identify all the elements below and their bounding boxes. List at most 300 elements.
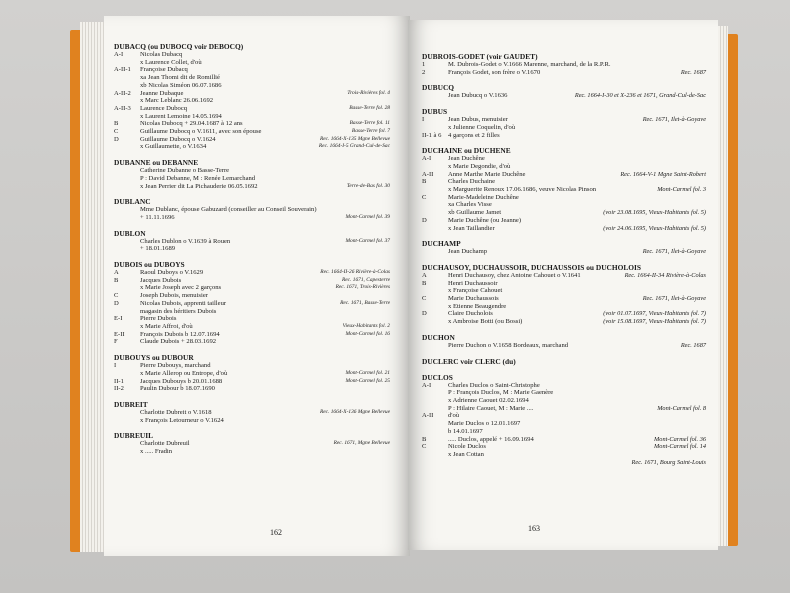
entry-reference: Mont-Carmel fol. 16 bbox=[345, 330, 390, 337]
entry-heading: DUCHAINE ou DUCHENE bbox=[422, 146, 511, 156]
entry-reference bbox=[704, 428, 706, 436]
entry-reference: (voir 15.08.1697, Vieux-Habitants fol. 7) bbox=[603, 318, 706, 326]
entry-code bbox=[422, 389, 448, 397]
entry-text: x ..... Fradin bbox=[140, 448, 173, 456]
entry-row bbox=[114, 409, 390, 417]
entry-reference: Rec. 1664-X-136 Mgne Bellevue bbox=[319, 408, 390, 415]
entry-reference: (voir 01.07.1697, Vieux-Habitants fol. 7) bbox=[603, 310, 706, 318]
entry-reference: Trois-Rivières fol. 4 bbox=[347, 89, 390, 96]
entry-row bbox=[422, 217, 706, 225]
entry-heading: DUCHON bbox=[422, 332, 455, 342]
entry-text: Claude Dubois + 28.03.1692 bbox=[140, 338, 217, 346]
entry-row bbox=[422, 280, 706, 288]
entry-row bbox=[114, 378, 390, 386]
entry-text: Nicolas Dubois, apprenti tailleur bbox=[140, 299, 227, 307]
entry-code bbox=[422, 420, 448, 428]
right-page-content bbox=[422, 52, 706, 473]
entry-reference: Mont-Carmel fol. 25 bbox=[345, 377, 390, 384]
entry-code: I bbox=[114, 362, 117, 370]
entry-heading: DUBREIT bbox=[114, 399, 148, 409]
entry-reference bbox=[704, 124, 706, 132]
entry-text: ..... Duclos, appelé + 16.09.1694 bbox=[448, 435, 534, 443]
entry-code: A-II-2 bbox=[114, 89, 131, 97]
entry-reference bbox=[704, 303, 706, 311]
entry-text: Anne Marthe Marie Duchêne bbox=[448, 170, 526, 178]
entry-row bbox=[422, 272, 706, 280]
entry-reference: Rec. 1687 bbox=[680, 341, 706, 349]
entry-text: xa Jean Thomi dit de Romillié bbox=[140, 74, 220, 82]
entry-heading: DUCLOS bbox=[422, 372, 453, 382]
entry-reference: (voir 24.06.1695, Vieux-Habitants fol. 5) bbox=[603, 224, 706, 232]
entry-reference bbox=[704, 178, 706, 186]
entry-code bbox=[422, 186, 448, 194]
entry-text: x Marc Leblanc 26.06.1692 bbox=[140, 97, 214, 105]
entry-heading: DUCLERC voir CLERC (du) bbox=[422, 356, 516, 366]
entry-reference: Mont-Carmel fol. 39 bbox=[345, 213, 390, 220]
entry-text: x Guillaumette, o V.1634 bbox=[140, 143, 207, 151]
entry-text: Raoul Duboys o V.1629 bbox=[140, 269, 204, 277]
entry-code: A-II-3 bbox=[114, 104, 131, 112]
entry-text: Laurence Dubocq bbox=[140, 104, 188, 112]
entry-row bbox=[114, 338, 390, 346]
entry-code: D bbox=[114, 299, 119, 307]
entry-text: Mme Dublanc, épouse Gabuzard (conseiller au Conseil Souverain) bbox=[140, 206, 317, 214]
entry-reference: Rec. 1664-I-5 Grand-Cul-de-Sac bbox=[318, 143, 390, 150]
entry-code: A-I bbox=[114, 51, 124, 58]
entry-code bbox=[114, 59, 140, 67]
entry-code bbox=[422, 342, 448, 350]
entry-text: Charles Dublon o V.1639 à Rouen bbox=[140, 237, 231, 245]
entry-heading: DUCHAMP bbox=[422, 239, 461, 249]
entry-row bbox=[422, 428, 706, 436]
entry-row bbox=[114, 448, 390, 456]
genealogy-entry bbox=[422, 107, 706, 139]
entry-text: Henri Duchaussoir bbox=[448, 279, 498, 287]
entry-reference: Rec. 1671, Capesterre bbox=[341, 276, 390, 283]
entry-reference: Basse-Terre fol. 11 bbox=[349, 120, 390, 127]
entry-reference bbox=[704, 201, 706, 209]
entry-reference bbox=[704, 61, 706, 69]
entry-heading: DUBOIS ou DUBOYS bbox=[114, 260, 185, 270]
entry-row bbox=[114, 51, 390, 59]
entry-row bbox=[422, 225, 706, 233]
entry-text: x Laurent Lemoine 14.05.1694 bbox=[140, 112, 222, 120]
entry-code bbox=[422, 318, 448, 326]
entry-text: x Jean Perrier dit La Pichauderie 06.05.1692 bbox=[140, 182, 258, 190]
entry-row bbox=[422, 178, 706, 186]
entry-code bbox=[114, 82, 140, 90]
entry-row bbox=[422, 310, 706, 318]
genealogy-entry bbox=[114, 197, 390, 221]
entry-reference bbox=[388, 97, 390, 105]
entry-text: Marie Duchaussois bbox=[448, 295, 499, 303]
entry-text: x Marie Joseph avec 2 garçons bbox=[140, 284, 222, 292]
entry-row bbox=[422, 92, 706, 100]
entry-reference: Rec. 1671, Ilet-à-Goyave bbox=[642, 248, 706, 256]
entry-reference: Rec. 1664-X-135 Mgne Bellevue bbox=[319, 135, 390, 142]
entry-text: P : Hilaire Caouet, M : Marie .... bbox=[448, 404, 534, 412]
entry-text: x François Letourneur o V.1624 bbox=[140, 416, 224, 424]
entry-row bbox=[114, 308, 390, 316]
entry-reference: Mont-Carmel fol. 3 bbox=[657, 186, 706, 194]
entry-row bbox=[114, 417, 390, 425]
entry-code bbox=[422, 287, 448, 295]
entry-text: Nicole Duclos bbox=[448, 443, 486, 451]
entry-reference bbox=[388, 175, 390, 183]
entry-row bbox=[114, 113, 390, 121]
entry-text: Marie-Madeleine Duchêne bbox=[448, 193, 519, 201]
entry-code bbox=[114, 175, 140, 183]
entry-text: magasin des héritiers Dubois bbox=[140, 307, 217, 315]
entry-reference bbox=[704, 217, 706, 225]
genealogy-entry bbox=[114, 353, 390, 393]
entry-row bbox=[114, 128, 390, 136]
entry-code bbox=[114, 97, 140, 105]
entry-row bbox=[114, 143, 390, 151]
entry-code: II-2 bbox=[114, 385, 124, 393]
entry-code: C bbox=[422, 193, 427, 201]
entry-heading: DUBUCQ bbox=[422, 83, 455, 93]
entry-heading: DUBLON bbox=[114, 228, 146, 238]
entry-text: + 18.01.1689 bbox=[140, 245, 176, 253]
entry-reference bbox=[388, 206, 390, 214]
entry-reference bbox=[704, 132, 706, 140]
entry-heading: DUBREUIL bbox=[114, 431, 154, 441]
entry-reference bbox=[388, 385, 390, 393]
entry-code: A-I bbox=[422, 381, 432, 389]
entry-row bbox=[114, 370, 390, 378]
entry-code bbox=[422, 163, 448, 171]
entry-code: B bbox=[422, 435, 427, 443]
entry-text: Pierre Dubouys, marchand bbox=[140, 362, 211, 370]
entry-heading: DUBUS bbox=[422, 107, 448, 117]
entry-code bbox=[114, 143, 140, 151]
page-number: 162 bbox=[270, 528, 282, 537]
page-number: 163 bbox=[528, 524, 540, 533]
entry-reference: Rec. 1671, Trois-Rivières bbox=[335, 284, 390, 291]
entry-text: Jean Duchêne bbox=[448, 155, 485, 163]
entry-text: Nicolas Dubocq + 29.04.1687 à 12 ans bbox=[140, 120, 243, 128]
entry-heading: DUBANNE ou DEBANNE bbox=[114, 158, 199, 168]
entry-reference: Rec. 1671, Bourg Saint-Louis bbox=[631, 458, 706, 466]
entry-reference: Rec. 1664-V-1 Mgne Saint-Robert bbox=[620, 170, 706, 178]
entry-code: C bbox=[422, 295, 427, 303]
entry-row bbox=[114, 183, 390, 191]
entry-reference: Mont-Carmel fol. 37 bbox=[345, 237, 390, 244]
entry-text: Paulin Dubour b 18.07.1690 bbox=[140, 385, 215, 393]
entry-reference bbox=[388, 59, 390, 67]
entry-text: Henri Duchausoy, chez Antoine Cahouet o V.1641 bbox=[448, 271, 581, 279]
entry-code bbox=[114, 409, 140, 417]
entry-row bbox=[114, 175, 390, 183]
entry-code bbox=[114, 440, 140, 448]
entry-row bbox=[422, 342, 706, 350]
entry-row bbox=[114, 66, 390, 74]
entry-row bbox=[422, 155, 706, 163]
entry-code bbox=[114, 284, 140, 292]
entry-text: Jacques Dubois bbox=[140, 276, 182, 284]
entry-code bbox=[422, 405, 448, 413]
entry-row bbox=[422, 124, 706, 132]
entry-code: B bbox=[422, 279, 427, 287]
entry-code bbox=[114, 113, 140, 121]
entry-heading: DUCHAUSOY, DUCHAUSSOIR, DUCHAUSSOIS ou DUCHOLOIS bbox=[422, 262, 642, 272]
entry-code: II-1 à 6 bbox=[422, 131, 442, 139]
entry-row bbox=[114, 214, 390, 222]
entry-reference bbox=[704, 397, 706, 405]
entry-text: 4 garçons et 2 filles bbox=[448, 131, 500, 139]
entry-row bbox=[422, 201, 706, 209]
entry-reference bbox=[704, 420, 706, 428]
entry-row bbox=[114, 269, 390, 277]
entry-text: Jeanne Dubaque bbox=[140, 89, 184, 97]
entry-code: C bbox=[422, 443, 427, 451]
genealogy-entry bbox=[422, 373, 706, 467]
entry-row bbox=[114, 385, 390, 393]
entry-row bbox=[114, 284, 390, 292]
entry-row bbox=[114, 323, 390, 331]
entry-row bbox=[422, 389, 706, 397]
entry-row bbox=[422, 209, 706, 217]
entry-row bbox=[114, 206, 390, 214]
entry-text: x Marguerite Renoux 17.06.1686, veuve Nicolas Pinson bbox=[448, 186, 597, 194]
entry-reference bbox=[388, 417, 390, 425]
entry-code: E-I bbox=[114, 315, 123, 323]
entry-row bbox=[114, 292, 390, 300]
entry-row bbox=[114, 277, 390, 285]
entry-row bbox=[114, 331, 390, 339]
entry-code bbox=[422, 92, 448, 100]
entry-code: A bbox=[422, 271, 427, 279]
entry-heading: DUBOUYS ou DUBOUR bbox=[114, 353, 194, 363]
entry-row bbox=[114, 82, 390, 90]
entry-row bbox=[422, 248, 706, 256]
entry-reference bbox=[388, 308, 390, 316]
entry-text: Joseph Dubois, menuisier bbox=[140, 292, 208, 300]
entry-text: x Jean Cottan bbox=[448, 450, 484, 458]
entry-code: A bbox=[114, 269, 119, 277]
entry-text: Jean Dubus, menuisier bbox=[448, 116, 508, 124]
entry-row bbox=[114, 362, 390, 370]
entry-row bbox=[114, 59, 390, 67]
genealogy-entry bbox=[422, 83, 706, 100]
entry-text: Françoise Dubacq bbox=[140, 66, 188, 74]
entry-reference: Basse-Terre fol. 28 bbox=[349, 104, 390, 111]
entry-text: x Marie Affroi, d'où bbox=[140, 322, 193, 330]
entry-reference bbox=[704, 412, 706, 420]
entry-code bbox=[114, 370, 140, 378]
entry-code: I bbox=[422, 116, 425, 124]
entry-text: d'où bbox=[448, 412, 460, 420]
entry-text: François Dubois b 12.07.1694 bbox=[140, 330, 220, 338]
entry-code bbox=[114, 214, 140, 222]
entry-code: B bbox=[114, 276, 119, 284]
entry-reference bbox=[704, 451, 706, 459]
entry-text: Guillaume Dubocq o V.1624 bbox=[140, 135, 216, 143]
entry-text: Charles Duclos o Saint-Christophe bbox=[448, 381, 540, 389]
entry-reference: Rec. 1664-II-34 Rivière-à-Colas bbox=[624, 271, 706, 279]
entry-code bbox=[114, 308, 140, 316]
entry-reference: Rec. 1671, Mgne Bellevue bbox=[333, 440, 390, 447]
entry-code: II-1 bbox=[114, 377, 124, 385]
entry-reference: Rec. 1671, Ilet-à-Goyave bbox=[642, 295, 706, 303]
entry-reference: (voir 23.08.1695, Vieux-Habitants fol. 5) bbox=[603, 209, 706, 217]
entry-row bbox=[422, 436, 706, 444]
entry-reference bbox=[704, 382, 706, 390]
genealogy-entry bbox=[114, 42, 390, 151]
entry-text: Jacques Dubouys b 20.01.1688 bbox=[140, 377, 223, 385]
entry-row bbox=[422, 163, 706, 171]
entry-row bbox=[422, 287, 706, 295]
entry-text: Guillaume Dubocq o V.1611, avec son épouse bbox=[140, 128, 262, 136]
entry-text: Charlotte Dubreuil bbox=[140, 440, 190, 448]
entry-reference bbox=[388, 167, 390, 175]
entry-row bbox=[422, 132, 706, 140]
entry-reference: Mont-Carmel fol. 36 bbox=[654, 435, 706, 443]
genealogy-entry bbox=[422, 333, 706, 350]
entry-text: x Julienne Coquelin, d'où bbox=[448, 123, 516, 131]
entry-row bbox=[114, 315, 390, 323]
entry-reference bbox=[704, 287, 706, 295]
entry-reference bbox=[388, 245, 390, 253]
entry-text: x Laurence Collet, d'où bbox=[140, 58, 202, 66]
entry-text: Marie Duclos o 12.01.1697 bbox=[448, 420, 521, 428]
entry-code: E-II bbox=[114, 330, 125, 338]
entry-text: xb Guillaume Jamet bbox=[448, 209, 502, 217]
entry-reference bbox=[704, 194, 706, 202]
genealogy-entry bbox=[422, 357, 706, 366]
entry-reference: Rec. 1671, Ilet-à-Goyave bbox=[642, 116, 706, 124]
entry-row bbox=[114, 105, 390, 113]
entry-reference: Mont-Carmel fol. 21 bbox=[345, 369, 390, 376]
entry-reference bbox=[388, 74, 390, 82]
entry-reference: Rec. 1671, Basse-Terre bbox=[340, 299, 390, 306]
entry-text: xa Charles Visse bbox=[448, 201, 492, 209]
entry-text: x Marie Allerop ou Entrope, d'où bbox=[140, 369, 228, 377]
genealogy-entry bbox=[114, 229, 390, 253]
entry-row bbox=[114, 74, 390, 82]
entry-row bbox=[422, 382, 706, 390]
entry-row bbox=[114, 245, 390, 253]
entry-row bbox=[422, 116, 706, 124]
entry-heading: DUBLANC bbox=[114, 197, 151, 207]
entry-code: C bbox=[114, 292, 119, 300]
entry-reference: Rec. 1664-I-30 et X-236 et 1671, Grand-Cul-de-Sac bbox=[574, 92, 706, 100]
entry-heading: DUBACQ (ou DUBOCQ voir DEBOCQ) bbox=[114, 42, 244, 51]
entry-reference: Rec. 1664-II-26 Rivière-à-Colas bbox=[320, 269, 390, 276]
entry-code bbox=[114, 448, 140, 456]
entry-reference: Basse-Terre fol. 7 bbox=[351, 128, 390, 135]
entry-text: x Jean Taillandier bbox=[448, 224, 495, 232]
entry-reference bbox=[388, 338, 390, 346]
right-page bbox=[408, 20, 718, 550]
entry-reference: Mont-Carmel fol. 8 bbox=[657, 404, 706, 412]
entry-text: x Marie Degondie, d'où bbox=[448, 162, 511, 170]
entry-reference: Terre-de-Bas fol. 30 bbox=[346, 182, 390, 189]
entry-code: A-II bbox=[422, 170, 434, 178]
entry-code: C bbox=[114, 128, 119, 136]
entry-reference bbox=[388, 315, 390, 323]
entry-code: 1 bbox=[422, 61, 426, 68]
entry-code bbox=[114, 206, 140, 214]
entry-text: Charles Duchaine bbox=[448, 178, 496, 186]
genealogy-entry bbox=[422, 146, 706, 232]
entry-text: b 14.01.1697 bbox=[448, 427, 483, 435]
entry-text: Catherine Dubanne o Basse-Terre bbox=[140, 167, 230, 175]
entry-text: + 11.11.1696 bbox=[140, 213, 175, 221]
entry-row bbox=[114, 136, 390, 144]
entry-reference bbox=[704, 280, 706, 288]
entry-text: Charlotte Dubreit o V.1618 bbox=[140, 408, 212, 416]
entry-reference: Mont-Carmel fol. 14 bbox=[654, 443, 706, 451]
entry-row bbox=[114, 97, 390, 105]
entry-row bbox=[422, 171, 706, 179]
genealogy-entry bbox=[422, 239, 706, 256]
entry-text: P : David Debanne, M : Renée Lemarchand bbox=[140, 174, 256, 182]
entry-code: A-II bbox=[422, 412, 434, 420]
entry-reference bbox=[388, 51, 390, 59]
entry-code: A-I bbox=[422, 155, 432, 163]
entry-reference bbox=[388, 82, 390, 90]
entry-reference bbox=[704, 163, 706, 171]
entry-row bbox=[422, 69, 706, 77]
entry-text: Nicolas Dubacq bbox=[140, 51, 183, 58]
entry-reference bbox=[704, 155, 706, 163]
entry-row bbox=[114, 300, 390, 308]
entry-reference: Vieux-Habitants fol. 2 bbox=[342, 322, 390, 329]
entry-reference bbox=[388, 66, 390, 74]
genealogy-entry bbox=[114, 400, 390, 424]
entry-code bbox=[422, 397, 448, 405]
genealogy-entry bbox=[422, 263, 706, 326]
entry-code bbox=[114, 245, 140, 253]
entry-code bbox=[422, 428, 448, 436]
entry-row bbox=[422, 318, 706, 326]
entry-heading: DUBROIS-GODET (voir GAUDET) bbox=[422, 52, 538, 61]
entry-code bbox=[422, 201, 448, 209]
entry-code bbox=[114, 167, 140, 175]
entry-code bbox=[422, 248, 448, 256]
entry-row bbox=[422, 405, 706, 413]
genealogy-entry bbox=[114, 431, 390, 455]
entry-text: M. Dubrois-Godet o V.1666 Marenne, marchand, de la R.P.R. bbox=[448, 61, 611, 68]
entry-row bbox=[422, 186, 706, 194]
entry-code bbox=[114, 417, 140, 425]
entry-code bbox=[114, 323, 140, 331]
entry-text: Claire Ducholois bbox=[448, 310, 493, 318]
entry-row bbox=[114, 440, 390, 448]
entry-row bbox=[114, 90, 390, 98]
entry-code: B bbox=[114, 120, 119, 128]
entry-text: Pierre Duchon o V.1658 Bordeaux, marchand bbox=[448, 341, 569, 349]
entry-code bbox=[422, 209, 448, 217]
entry-code bbox=[422, 225, 448, 233]
entry-text: Marie Duchêne (ou Jeanne) bbox=[448, 216, 522, 224]
entry-code bbox=[114, 183, 140, 191]
entry-text: x Ambroise Botti (ou Bossi) bbox=[448, 318, 523, 326]
entry-row bbox=[422, 451, 706, 459]
entry-code: D bbox=[422, 216, 427, 224]
entry-row bbox=[422, 397, 706, 405]
entry-text: x Etienne Beaugendre bbox=[448, 302, 507, 310]
entry-text: Jean Dubucq o V.1636 bbox=[448, 92, 508, 100]
left-page-content bbox=[114, 42, 390, 463]
entry-code: B bbox=[422, 178, 427, 186]
entry-code: F bbox=[114, 338, 118, 346]
entry-row bbox=[422, 443, 706, 451]
genealogy-entry bbox=[114, 158, 390, 190]
entry-row bbox=[422, 459, 706, 467]
